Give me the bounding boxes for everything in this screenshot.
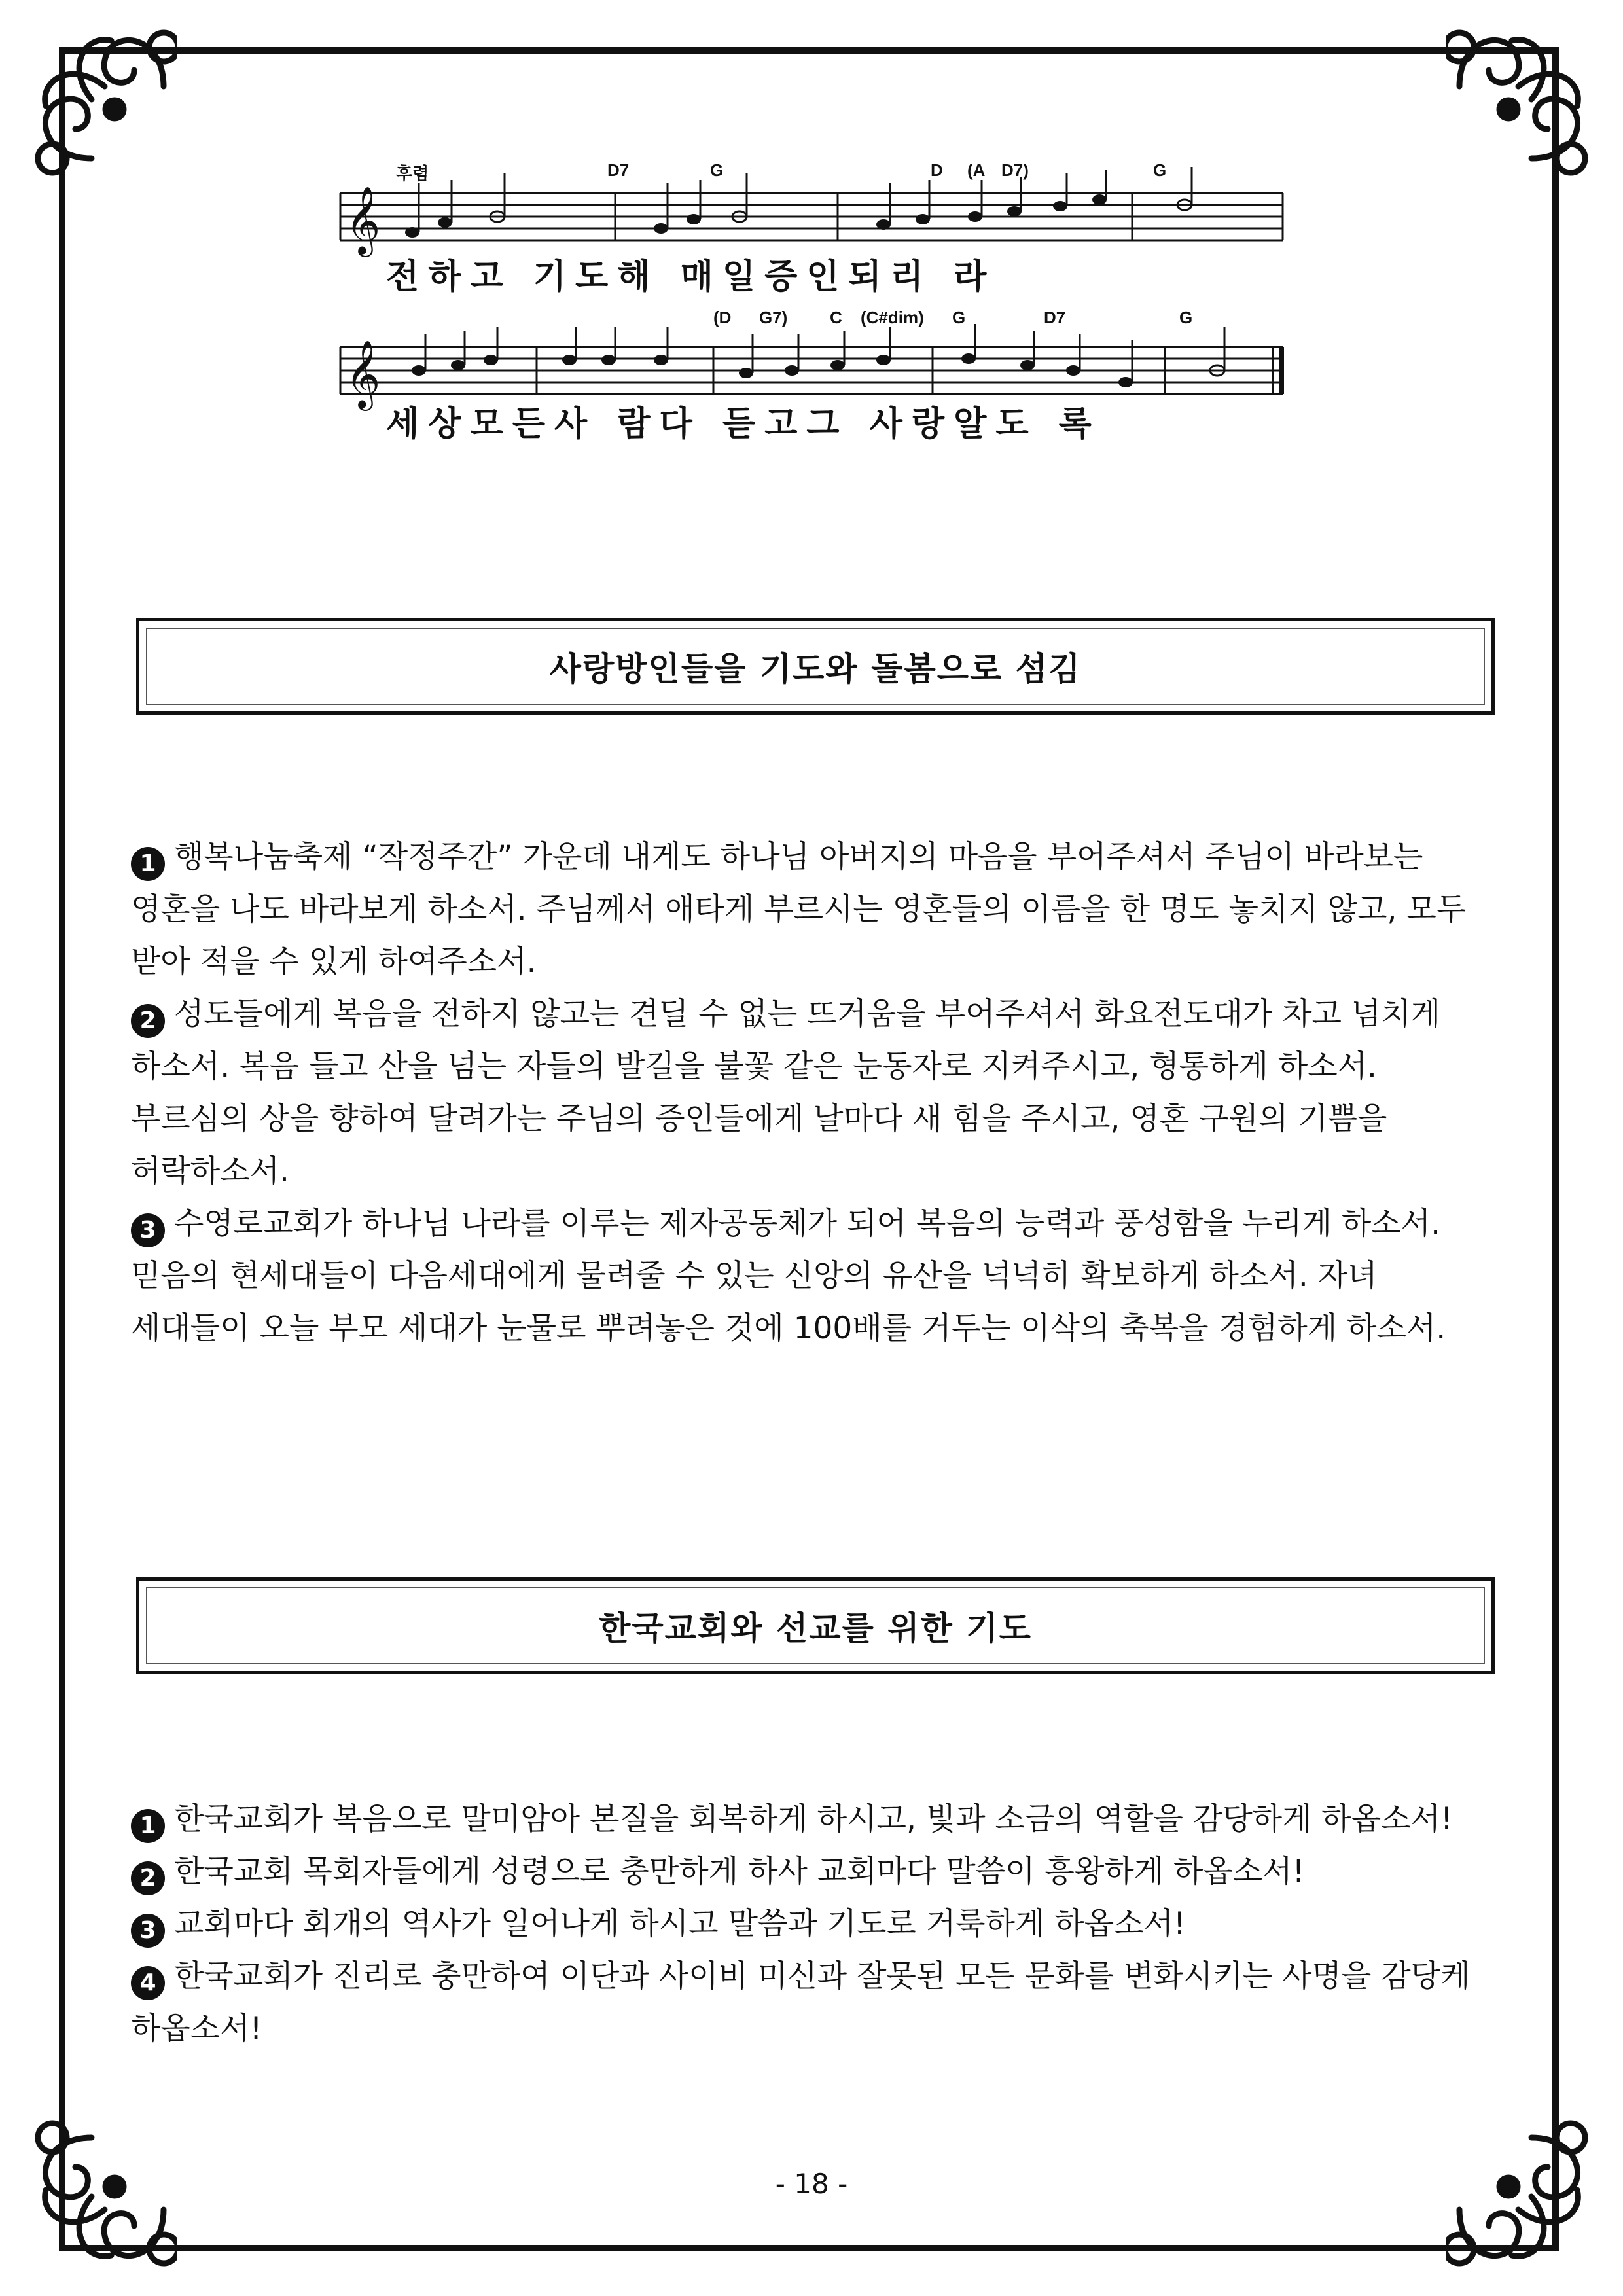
section-title: 사랑방인들을 기도와 돌봄으로 섬김 bbox=[549, 650, 1082, 688]
lyrics-line-1: 전하고 기도해 매일증인되리 라 bbox=[386, 257, 996, 296]
number-badge: 3 bbox=[131, 1914, 165, 1948]
prayer-list-1 bbox=[131, 831, 1492, 1355]
chord-label: G bbox=[952, 308, 966, 327]
chord-label: G7) bbox=[759, 308, 788, 327]
prayer-text: 교회마다 회개의 역사가 일어나게 하시고 말씀과 기도로 거룩하게 하옵소서! bbox=[174, 1906, 1186, 1942]
corner-ornament-icon bbox=[13, 8, 177, 178]
number-badge: 4 bbox=[131, 1966, 165, 2000]
corner-ornament-icon bbox=[13, 2118, 177, 2288]
chord-label: (C#dim) bbox=[861, 308, 924, 327]
section-heading-box bbox=[136, 618, 1495, 715]
number-badge: 2 bbox=[131, 1004, 165, 1038]
chord-label: G bbox=[1179, 308, 1193, 327]
chord-label: 후렴 bbox=[396, 164, 429, 183]
prayer-text: 수영로교회가 하나님 나라를 이루는 제자공동체가 되어 복음의 능력과 풍성함을 누리게 하소서. 믿음의 현세대들이 다음세대에게 물려줄 수 있는 신앙의 유산을 넉넉히 확보하게 하소서. 자녀 세대들이 오늘 부모 세대가 눈물로 뿌려놓은 것에 100배를 거두는 이삭의 축복을 경험하게 하소서. bbox=[131, 1206, 1446, 1346]
svg-text:𝄞: 𝄞 bbox=[346, 186, 381, 255]
prayer-item bbox=[131, 1793, 1492, 1846]
prayer-item bbox=[131, 1198, 1492, 1355]
prayer-text: 한국교회가 복음으로 말미암아 본질을 회복하게 하시고, 빛과 소금의 역할을 감당하게 하옵소서! bbox=[174, 1801, 1453, 1837]
chord-label: (D bbox=[713, 308, 732, 327]
chord-label: (A bbox=[967, 160, 986, 180]
chord-label: D bbox=[931, 160, 943, 180]
number-badge: 1 bbox=[131, 1809, 165, 1843]
number-badge: 3 bbox=[131, 1213, 165, 1247]
corner-ornament-icon bbox=[1446, 8, 1610, 178]
prayer-item bbox=[131, 1950, 1492, 2055]
prayer-text: 행복나눔축제 “작정주간” 가운데 내게도 하나님 아버지의 마음을 부어주셔서 주님이 바라보는 영혼을 나도 바라보게 하소서. 주님께서 애타게 부르시는 영혼들의 이름을 한 명도 놓치지 않고, 모두 받아 적을 수 있게 하여주소서. bbox=[131, 839, 1467, 980]
page-number: - 18 - bbox=[775, 2168, 848, 2200]
svg-text:𝄞: 𝄞 bbox=[346, 340, 381, 408]
lyrics-line-2: 세상모든사 람다 듣고그 사랑알도 록 bbox=[386, 404, 1101, 444]
chord-label: D7 bbox=[1044, 308, 1066, 327]
section-heading-inner bbox=[146, 1587, 1485, 1664]
number-badge: 1 bbox=[131, 847, 165, 881]
chord-label: D7) bbox=[1001, 160, 1029, 180]
chord-label: G bbox=[1153, 160, 1167, 180]
prayer-item bbox=[131, 988, 1492, 1198]
prayer-item bbox=[131, 831, 1492, 988]
prayer-item bbox=[131, 1898, 1492, 1950]
corner-ornament-icon bbox=[1446, 2118, 1610, 2288]
section-heading-box bbox=[136, 1577, 1495, 1674]
prayer-item bbox=[131, 1846, 1492, 1898]
section-heading-inner bbox=[146, 628, 1485, 705]
number-badge: 2 bbox=[131, 1861, 165, 1895]
prayer-list-2 bbox=[131, 1793, 1492, 2055]
chord-label: G bbox=[710, 160, 724, 180]
chord-label: C bbox=[830, 308, 842, 327]
prayer-text: 한국교회가 진리로 충만하여 이단과 사이비 미신과 잘못된 모든 문화를 변화시키는 사명을 감당케 하옵소서! bbox=[131, 1958, 1471, 2047]
section-title: 한국교회와 선교를 위한 기도 bbox=[599, 1609, 1032, 1647]
prayer-text: 한국교회 목회자들에게 성령으로 충만하게 하사 교회마다 말씀이 흥왕하게 하옵소서! bbox=[174, 1854, 1305, 1890]
chord-label: D7 bbox=[607, 160, 630, 180]
prayer-text: 성도들에게 복음을 전하지 않고는 견딜 수 없는 뜨거움을 부어주셔서 화요전도대가 차고 넘치게 하소서. 복음 들고 산을 넘는 자들의 발길을 불꽃 같은 눈동자로 지켜주시고, 형통하게 하소서. 부르심의 상을 향하여 달려가는 주님의 증인들에게 날마다 새 힘을 주시고, 영혼 구원의 기쁨을 허락하소서. bbox=[131, 996, 1441, 1189]
